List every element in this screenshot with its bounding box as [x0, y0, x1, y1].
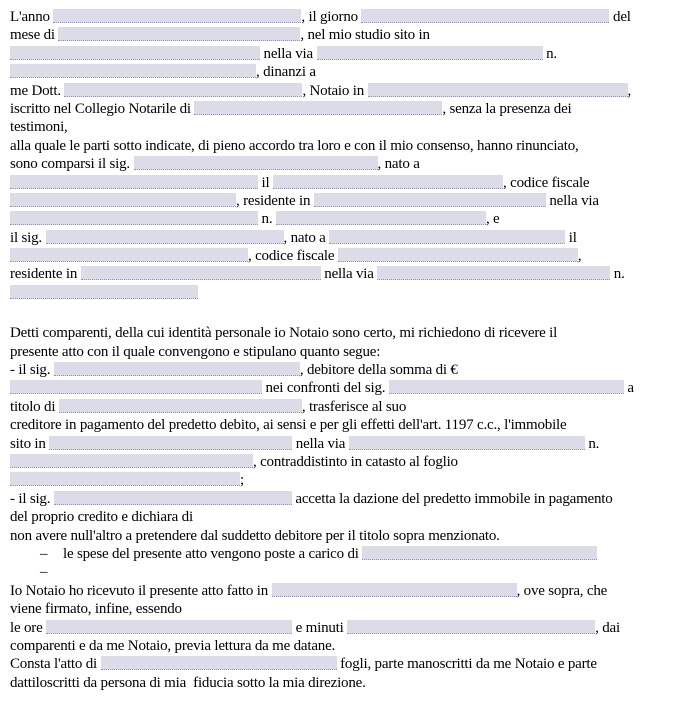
- text-run: Io Notaio ho ricevuto il presente atto fatto in: [10, 582, 272, 599]
- text-run: del proprio credito e dichiara di: [10, 509, 193, 526]
- field-residenza-via-2[interactable]: [377, 266, 610, 280]
- field-importo-debito[interactable]: [10, 380, 262, 394]
- field-titolo-debito[interactable]: [59, 399, 302, 413]
- text-run: le ore: [10, 619, 47, 636]
- text-run: iscritto nel Collegio Notarile di: [10, 100, 195, 117]
- field-via-immobile[interactable]: [349, 436, 585, 450]
- text-line: [10, 210, 672, 228]
- text-run: , ove sopra, che: [516, 582, 608, 599]
- field-nome-debitore[interactable]: [54, 362, 300, 376]
- field-minuti[interactable]: [347, 620, 595, 634]
- field-luogo-atto[interactable]: [272, 583, 517, 597]
- text-run: , codice fiscale: [503, 174, 590, 191]
- text-run: accetta la dazione del predetto immobile in pagamento: [291, 490, 613, 507]
- field-residenza-comune-1[interactable]: [314, 193, 546, 207]
- text-run: , debitore della somma di €: [299, 362, 458, 379]
- text-run: nella via: [545, 192, 599, 209]
- field-civico-studio[interactable]: [10, 64, 256, 78]
- text-run: il: [258, 174, 274, 191]
- text-run: , dinanzi a: [256, 64, 316, 81]
- text-run: nella via: [292, 435, 349, 452]
- field-codice-fiscale-2[interactable]: [338, 248, 578, 262]
- text-run: presente atto con il quale convengono e stipulano quanto segue:: [10, 343, 381, 360]
- text-run: - il sig.: [10, 362, 54, 379]
- text-line: [10, 416, 672, 434]
- text-line: [10, 490, 672, 508]
- text-line: [10, 174, 672, 192]
- field-residenza-civico-2[interactable]: [10, 285, 198, 299]
- text-run: viene firmato, infine, essendo: [10, 601, 182, 618]
- text-run: , codice fiscale: [248, 248, 338, 265]
- list-bullet-dash: –: [40, 564, 48, 581]
- text-line: [10, 26, 672, 44]
- text-run: alla quale le parti sotto indicate, di pieno accordo tra loro e con il mio consenso, hanno rinunciato,: [10, 137, 579, 154]
- text-line: [10, 471, 672, 489]
- text-line: [10, 82, 672, 100]
- text-line: [10, 229, 672, 247]
- text-line: [10, 619, 672, 637]
- text-run: , nato a: [377, 156, 420, 173]
- text-line: [10, 435, 672, 453]
- text-run: nei confronti del sig.: [262, 380, 389, 397]
- text-run: - il sig.: [10, 490, 54, 507]
- field-spese-a-carico[interactable]: [362, 546, 597, 560]
- text-run: testimoni,: [10, 119, 68, 136]
- text-run: Detti comparenti, della cui identità personale io Notaio sono certo, mi richiedono di ricevere il: [10, 325, 558, 342]
- field-foglio-catasto[interactable]: [10, 472, 240, 486]
- field-data-nascita-1[interactable]: [273, 175, 503, 189]
- text-run: a: [623, 380, 634, 397]
- text-run: fogli, parte manoscritti da me Notaio e parte: [336, 656, 597, 673]
- text-run: , nato a: [283, 229, 330, 246]
- text-run: , Notaio in: [302, 82, 368, 99]
- text-run: , il giorno: [301, 9, 362, 25]
- text-run: ,: [577, 248, 582, 265]
- text-run: titolo di: [10, 398, 59, 415]
- text-run: Consta l'atto di: [10, 656, 101, 673]
- text-run: , e: [485, 211, 500, 228]
- field-luogo-nascita-2[interactable]: [329, 230, 565, 244]
- text-run: residente in: [10, 266, 81, 283]
- text-run: dattiloscritti da persona di mia fiducia sotto la mia direzione.: [10, 674, 366, 691]
- field-nome-notaio[interactable]: [64, 83, 302, 97]
- text-line: [10, 582, 672, 600]
- text-run: nella via: [320, 266, 378, 283]
- text-run: n.: [542, 45, 557, 62]
- text-run: creditore in pagamento del predetto debito, ai sensi e per gli effetti dell'art. 1197 c.c., l'immobile: [10, 417, 567, 434]
- text-run: il: [565, 229, 577, 246]
- list-item-line: [10, 563, 672, 581]
- text-run: me Dott.: [10, 82, 65, 99]
- text-run: , dai: [595, 619, 620, 636]
- text-run: L'anno: [10, 9, 54, 25]
- text-run: non avere null'altro a pretendere dal suddetto debitore per il titolo sopra menzionato.: [10, 527, 500, 544]
- text-line: [10, 265, 672, 283]
- field-residenza-civico-1[interactable]: [276, 211, 486, 225]
- text-run: sito in: [10, 435, 50, 452]
- text-run: , trasferisce al suo: [301, 398, 407, 415]
- field-nome-accettante[interactable]: [54, 491, 292, 505]
- text-line: [10, 637, 672, 655]
- list-item-line: [10, 545, 672, 563]
- text-line: [10, 284, 672, 302]
- field-nome-comparente-1[interactable]: [134, 156, 378, 170]
- field-comune-studio[interactable]: [10, 46, 260, 60]
- text-line: [10, 361, 672, 379]
- text-run: , nel mio studio sito in: [300, 27, 430, 44]
- text-run: ,: [627, 82, 632, 99]
- field-via-studio[interactable]: [317, 46, 543, 60]
- field-residenza-comune-2[interactable]: [81, 266, 321, 280]
- field-data-nascita-2[interactable]: [10, 248, 248, 262]
- field-nome-creditore[interactable]: [389, 380, 624, 394]
- field-giorno[interactable]: [361, 9, 609, 23]
- field-residenza-via-1[interactable]: [10, 211, 258, 225]
- text-run: e minuti: [292, 619, 348, 636]
- field-ore[interactable]: [46, 620, 292, 634]
- text-line: [10, 343, 672, 361]
- blank-line: [10, 302, 672, 324]
- text-run: n.: [258, 211, 276, 228]
- field-civico-immobile[interactable]: [10, 454, 253, 468]
- field-anno[interactable]: [53, 9, 301, 23]
- field-mese[interactable]: [58, 27, 300, 41]
- field-nome-comparente-2[interactable]: [46, 230, 284, 244]
- text-line: [10, 655, 672, 673]
- field-numero-fogli[interactable]: [101, 656, 337, 670]
- text-line: [10, 527, 672, 545]
- text-run: comparenti e da me Notaio, previa lettura da me datane.: [10, 637, 336, 654]
- text-run: n.: [584, 435, 600, 452]
- field-codice-fiscale-1[interactable]: [10, 193, 236, 207]
- text-line: [10, 155, 672, 173]
- text-run: , senza la presenza dei: [442, 100, 572, 117]
- text-run: nella via: [260, 45, 317, 62]
- field-collegio-notarile[interactable]: [194, 101, 442, 115]
- text-line: [10, 508, 672, 526]
- text-line: [10, 247, 672, 265]
- text-run: il sig.: [10, 229, 46, 246]
- text-run: ;: [240, 472, 244, 489]
- field-sede-notaio[interactable]: [368, 83, 628, 97]
- text-line: [10, 453, 672, 471]
- text-line: [10, 398, 672, 416]
- text-line: [10, 674, 672, 692]
- text-line: [10, 379, 672, 397]
- text-run: n.: [610, 266, 625, 283]
- text-line: [10, 100, 672, 118]
- field-luogo-nascita-1[interactable]: [10, 175, 258, 189]
- text-line: [10, 8, 672, 26]
- text-line: [10, 600, 672, 618]
- text-line: [10, 118, 672, 136]
- text-run: sono comparsi il sig.: [10, 156, 134, 173]
- text-line: [10, 45, 672, 63]
- text-run: le spese del presente atto vengono poste a carico di: [63, 545, 363, 562]
- text-run: , residente in: [236, 192, 314, 209]
- text-line: [10, 324, 672, 342]
- text-line: [10, 137, 672, 155]
- list-bullet-dash: –: [40, 545, 48, 562]
- text-run: del: [609, 9, 631, 25]
- text-line: [10, 63, 672, 81]
- text-line: [10, 192, 672, 210]
- text-run: mese di: [10, 27, 59, 44]
- text-run: , contraddistinto in catasto al foglio: [253, 453, 458, 470]
- field-comune-immobile[interactable]: [49, 436, 292, 450]
